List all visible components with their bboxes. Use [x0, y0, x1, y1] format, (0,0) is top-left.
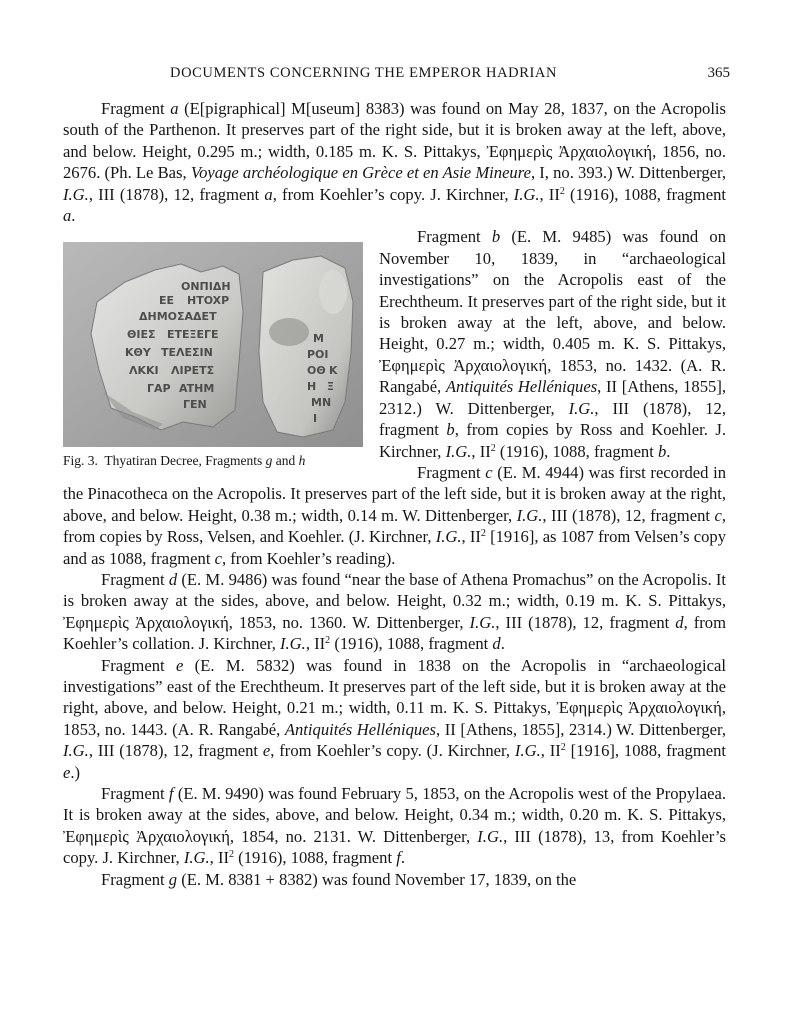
svg-text:ONΠIΔH: ONΠIΔH: [181, 280, 231, 294]
svg-text:ΛKKI: ΛKKI: [129, 364, 159, 378]
body-text: [63, 98, 726, 890]
svg-text:Ξ: Ξ: [327, 380, 334, 394]
paragraph-fragment-c: Fragment c (E. M. 4944) was first recorded in the Pinacotheca on the Acropolis. It preserves part of the left side, but it is broken away at the right, above, and below. Height, 0.38 m.; width, 0.14 m. W. Dittenberger, I.G., III (1878), 12, fragment c, from copies by Ross, Velsen, and Koehler. (J. Kirchner, I.G., $II^2$ [1916], as 1087 from Velsen’s copy and as 1088, fragment c, from Koehler’s reading).: [63, 462, 727, 568]
paragraph-fragment-g: Fragment g (E. M. 8381 + 8382) was found November 17, 1839, on the: [101, 869, 577, 889]
svg-text:TEΛΕΣIN: TEΛΕΣIN: [161, 346, 213, 360]
figure-caption: [63, 453, 363, 469]
figure-label: Fig. 3.: [63, 453, 98, 469]
paragraph-fragment-f: Fragment f (E. M. 9490) was found February 5, 1853, on the Acropolis west of the Propylaea. It is broken away at the sides, above, and below. Height, 0.34 m.; width, 0.20 m. K. S. Pittakys, Ἐφημερὶς Ἀρχαιολογική, 1854, no. 2131. W. Dittenberger, I.G., III (1878), 13, from Koehler’s copy. J. Kirchner, I.G., $II^2$ (1916), 1088, fragment f.: [63, 784, 727, 868]
svg-text:EΤEΞEΓE: EΤEΞEΓE: [167, 328, 219, 342]
caption-fragment-g: g: [265, 453, 273, 469]
svg-text:ΔHMOΣΑΔEΤ: ΔHMOΣΑΔEΤ: [139, 310, 217, 324]
svg-text:M: M: [313, 332, 324, 346]
paragraph-fragment-d: Fragment d (E. M. 9486) was found “near the base of Athena Promachus” on the Acropolis. It is broken away at the sides, above, and below. Height, 0.32 m.; width, 0.19 m. K. S. Pittakys, Ἐφημερὶς Ἀρχαιολογική, 1853, no. 1360. W. Dittenberger, I.G., III (1878), 12, fragment d, from Koehler’s collation. J. Kirchner, I.G., $II^2$ (1916), 1088, fragment d.: [63, 569, 726, 654]
page-number: 365: [707, 65, 730, 81]
caption-and: and: [275, 453, 296, 469]
running-title: DOCUMENTS CONCERNING THE EMPEROR HADRIAN: [170, 65, 558, 81]
svg-text:ΓEN: ΓEN: [183, 398, 207, 412]
svg-text:MN: MN: [311, 396, 332, 410]
paragraph-fragment-b: Fragment b (E. M. 9485) was found on November 10, 1839, in “archaeological investigations” on the Acropolis east of the Erechtheum. It preserves part of the right side, but it is broken away at the left, above, and below. Height, 0.27 m.; width, 0.405 m. K. S. Pittakys, Ἐφημερὶς Ἀρχαιολογική, 1853, no. 1432. (A. R. Rangabé, Antiquités Helléniques, II [Athens, 1855], 2312.) W. Dittenberger, I.G., III (1878), 12, fragment b, from copies by Ross and Koehler. J. Kirchner, I.G., $II^2$ (1916), 1088, fragment b.: [379, 227, 727, 461]
svg-text:ATHM: ATHM: [179, 382, 215, 396]
svg-text:ΟΘ: ΟΘ: [307, 364, 326, 378]
svg-text:Ι: Ι: [313, 412, 318, 426]
fragment-photo-image: [63, 242, 363, 447]
svg-text:ΡΟΙ: ΡΟΙ: [307, 348, 329, 362]
svg-text:ΓAP: ΓAP: [147, 382, 171, 396]
paragraph-fragment-a: Fragment a (E[pigraphical] M[useum] 8383) was found on May 28, 1837, on the Acropolis south of the Parthenon. It preserves part of the right side, but it is broken away at the left, above, and below. Height, 0.295 m.; width, 0.185 m. K. S. Pittakys, Ἐφημερὶς Ἀρχαιολογική, 1856, no. 2676. (Ph. Le Bas, Voyage archéologique en Grèce et en Asie Mineure, I, no. 393.) W. Dittenberger, I.G., III (1878), 12, fragment a, from Koehler’s copy. J. Kirchner, I.G., $II^2$ (1916), 1088, fragment a.: [63, 99, 727, 226]
svg-text:ΛIPETΣ: ΛIPETΣ: [171, 364, 215, 378]
caption-text: Thyatiran Decree, Fragments: [104, 453, 263, 469]
svg-text:K: K: [329, 364, 338, 378]
figure-3: [63, 242, 363, 471]
svg-text:KΘΥ: KΘΥ: [125, 346, 151, 360]
paragraph-fragment-e: Fragment e (E. M. 5832) was found in 1838 on the Acropolis in “archaeological investigations” east of the Erechtheum. It preserves part of the left side, but it is broken away at the right, above, and below. Height, 0.21 m.; width, 0.11 m. K. S. Pittakys, Ἐφημερὶς Ἀρχαιολογική, 1853, no. 1443. (A. R. Rangabé, Antiquités Helléniques, II [Athens, 1855], 2314.) W. Dittenberger, I.G., III (1878), 12, fragment e, from Koehler’s copy. (J. Kirchner, I.G., $II^2$ [1916], 1088, fragment e.): [63, 655, 727, 782]
svg-text:EE: EE: [159, 294, 175, 308]
running-header: [100, 65, 730, 85]
caption-fragment-h: h: [298, 453, 306, 469]
svg-text:H: H: [307, 380, 317, 394]
svg-text:ΘIEΣ: ΘIEΣ: [127, 328, 156, 342]
svg-text:HTOXP: HTOXP: [187, 294, 230, 308]
